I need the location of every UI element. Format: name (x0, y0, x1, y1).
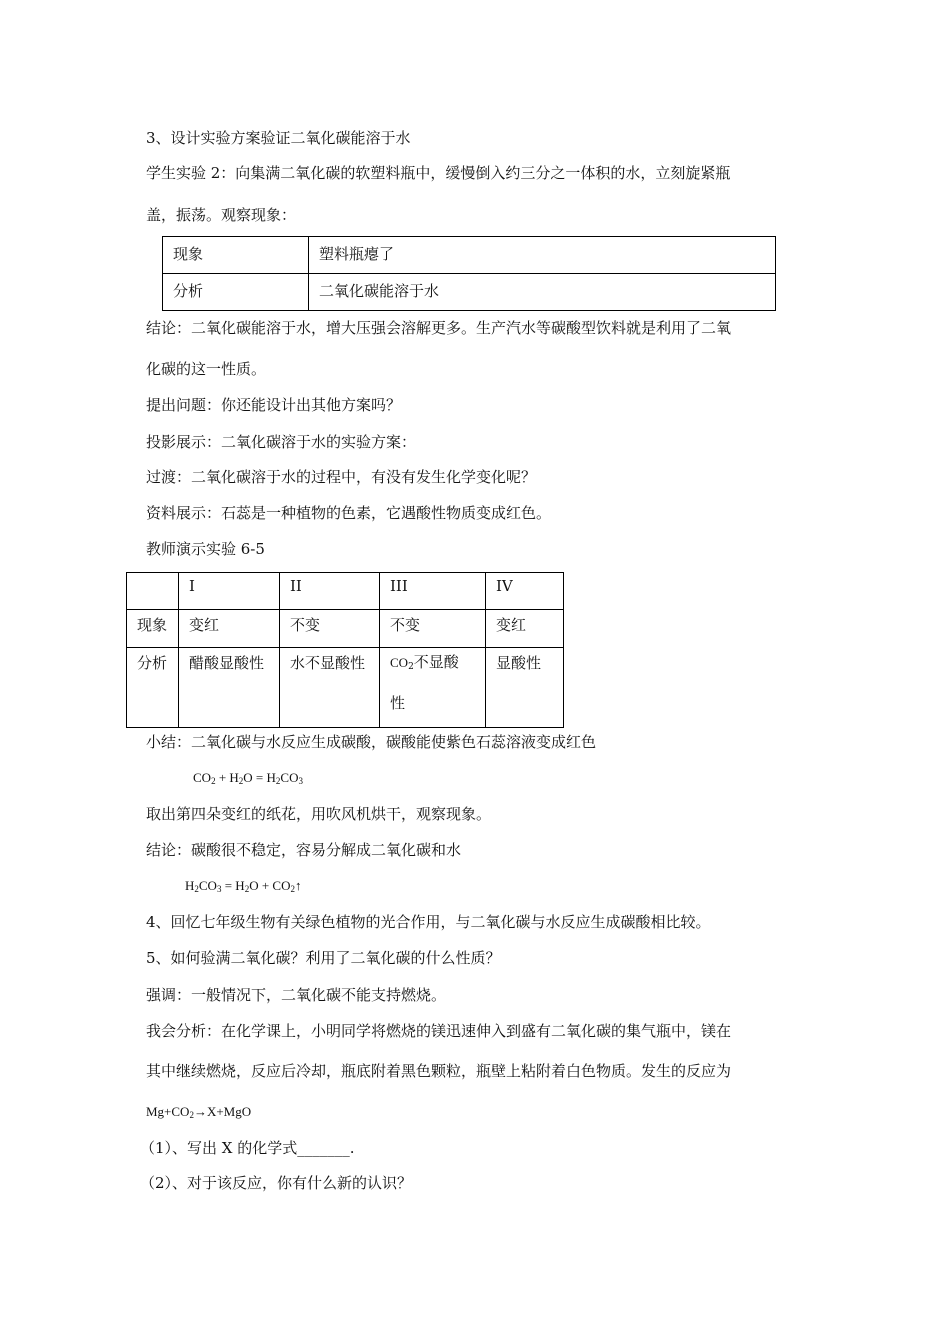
table-row (127, 573, 564, 610)
conclusion-1-line-2: 化碳的这一性质。 (146, 360, 267, 378)
table-cell: 现象 (163, 237, 309, 274)
table-cell: II (280, 573, 380, 610)
table-cell (127, 573, 179, 610)
question-2-line: （2）、对于该反应，你有什么新的认识？ (140, 1174, 413, 1192)
experiment-2-line-1: 学生实验 2：向集满二氧化碳的软塑料瓶中，缓慢倒入约三分之一体积的水，立刻旋紧瓶 (146, 164, 731, 182)
analysis-line-2: 其中继续燃烧，反应后冷却，瓶底附着黑色颗粒，瓶壁上粘附着白色物质。发生的反应为 (146, 1062, 732, 1080)
demo-experiment-table (126, 572, 564, 728)
table-cell: $CO_2$不显酸 性 (380, 648, 486, 728)
table-cell: IV (486, 573, 564, 610)
emphasis-line: 强调：一般情况下，二氧化碳不能支持燃烧。 (146, 986, 447, 1004)
table-cell: 醋酸显酸性 (179, 648, 280, 728)
demo-title: 教师演示实验 6-5 (146, 540, 265, 558)
table-cell: 显酸性 (486, 648, 564, 728)
table-cell: 不变 (280, 610, 380, 648)
section-heading-3: 3、设计实验方案验证二氧化碳能溶于水 (146, 129, 411, 147)
table-cell: 塑料瓶瘪了 (309, 237, 776, 274)
equation-carbonic-acid-decomposition: $H_2CO_3 = H_2O$ + $CO_2↑$ (185, 878, 302, 894)
equation-magnesium-reaction: $Mg+CO_2\to X+MgO$ (146, 1104, 252, 1120)
table-row (127, 610, 564, 648)
table-cell: 分析 (127, 648, 179, 728)
table-cell: 变红 (486, 610, 564, 648)
table-cell: 变红 (179, 610, 280, 648)
item-5-line: 5、如何验满二氧化碳？利用了二氧化碳的什么性质？ (146, 949, 501, 967)
table-row (163, 274, 776, 311)
observation-table-1 (162, 236, 776, 311)
summary-line: 小结：二氧化碳与水反应生成碳酸，碳酸能使紫色石蕊溶液变成红色 (146, 733, 597, 751)
conclusion-2-line: 结论：碳酸很不稳定，容易分解成二氧化碳和水 (146, 841, 462, 859)
conclusion-1-line-1: 结论：二氧化碳能溶于水，增大压强会溶解更多。生产汽水等碳酸型饮料就是利用了二氧 (146, 319, 732, 337)
table-cell: 水不显酸性 (280, 648, 380, 728)
question-1-line: （1）、写出 X 的化学式_______. (140, 1139, 355, 1157)
table-cell: 二氧化碳能溶于水 (309, 274, 776, 311)
item-4-line: 4、回忆七年级生物有关绿色植物的光合作用，与二氧化碳与水反应生成碳酸相比较。 (146, 913, 711, 931)
question-line: 提出问题：你还能设计出其他方案吗？ (146, 396, 402, 414)
take-out-line: 取出第四朵变红的纸花，用吹风机烘干，观察现象。 (146, 805, 492, 823)
transition-line: 过渡：二氧化碳溶于水的过程中，有没有发生化学变化呢？ (146, 468, 537, 486)
table-row (127, 648, 564, 728)
table-cell: 不变 (380, 610, 486, 648)
table-cell: 现象 (127, 610, 179, 648)
experiment-2-line-2: 盖，振荡。观察现象： (146, 206, 297, 224)
equation-carbonic-acid-formation: $CO_2 + H_2O = H_2CO_3$ (193, 770, 303, 786)
projection-line: 投影展示：二氧化碳溶于水的实验方案： (146, 433, 417, 451)
table-row (163, 237, 776, 274)
table-cell: 分析 (163, 274, 309, 311)
table-cell: I (179, 573, 280, 610)
table-cell: III (380, 573, 486, 610)
material-line: 资料展示：石蕊是一种植物的色素，它遇酸性物质变成红色。 (146, 504, 552, 522)
analysis-line-1: 我会分析：在化学课上，小明同学将燃烧的镁迅速伸入到盛有二氧化碳的集气瓶中，镁在 (146, 1022, 732, 1040)
